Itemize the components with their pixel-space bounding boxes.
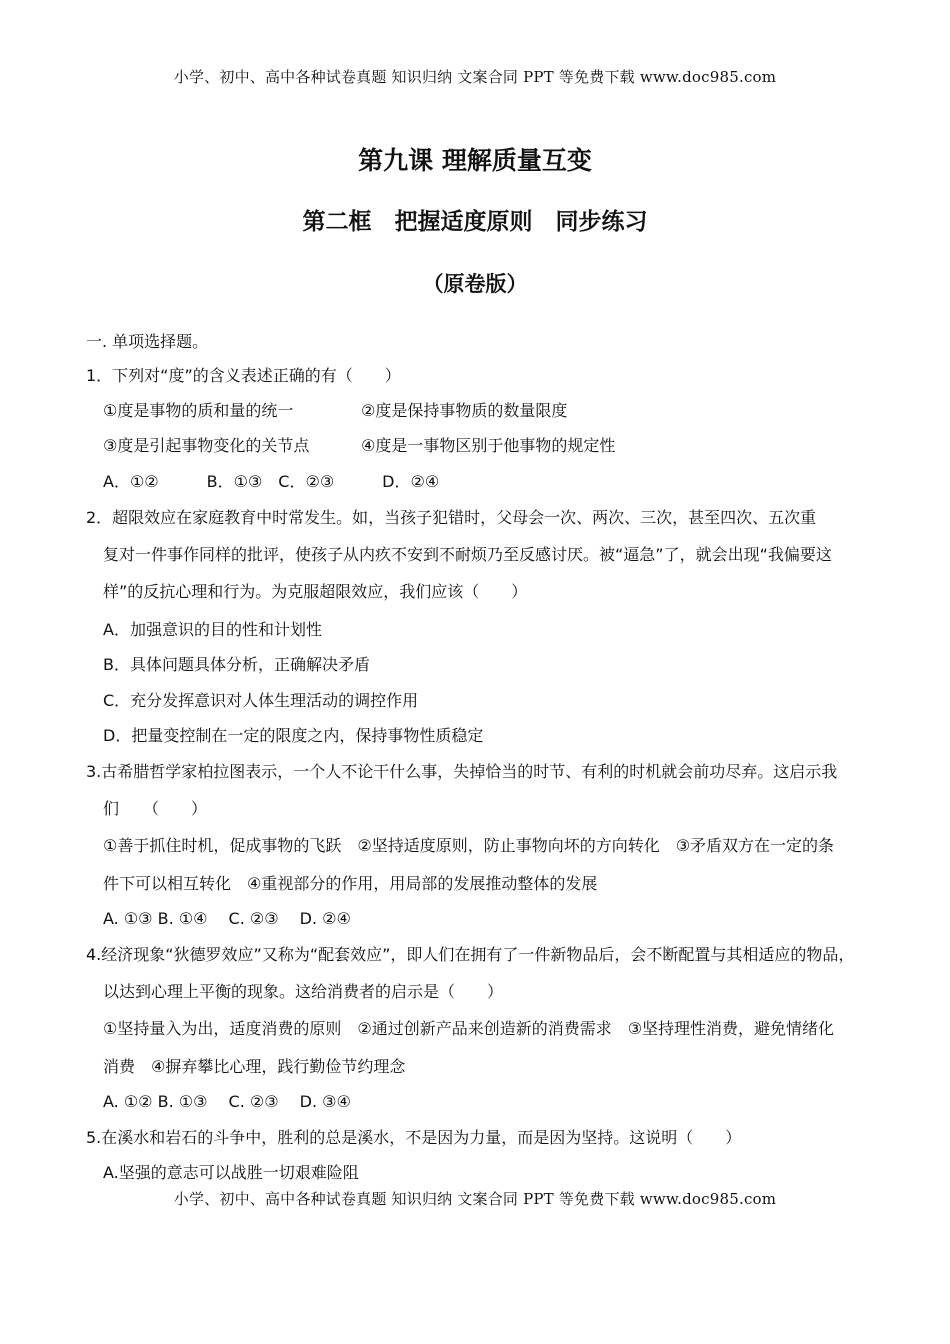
lesson-subtitle: 第二框 把握适度原则 同步练习: [302, 209, 648, 235]
page-header: 小学、初中、高中各种试卷真题 知识归纳 文案合同 PPT 等免费下载 www.doc985.com: [173, 68, 777, 86]
q1-option-3: ③度是引起事物变化的关节点: [103, 436, 310, 455]
q1-stem: 1．下列对“度”的含义表述正确的有（ ）: [86, 366, 401, 385]
q3-line-1: 3.古希腊哲学家柏拉图表示，一个人不论干什么事，失掉恰当的时节、有利的时机就会前功尽弃。这启示我: [86, 762, 838, 781]
q4-line-2: 以达到心理上平衡的现象。这给消费者的启示是（ ）: [103, 982, 504, 1001]
q2-option-c: C．充分发挥意识对人体生理活动的调控作用: [103, 691, 419, 710]
q1-choices: A．①② B．①③ C．②③ D．②④: [103, 472, 440, 491]
q4-line-4: 消费 ④摒弃攀比心理，践行勤俭节约理念: [103, 1057, 406, 1076]
q4-choices: A. ①② B. ①③ C. ②③ D. ③④: [103, 1092, 351, 1111]
q5-option-a: A.坚强的意志可以战胜一切艰难险阻: [103, 1163, 359, 1182]
q3-choices: A. ①③ B. ①④ C. ②③ D. ②④: [103, 909, 351, 928]
page-footer: 小学、初中、高中各种试卷真题 知识归纳 文案合同 PPT 等免费下载 www.doc985.com: [173, 1190, 777, 1208]
q5-stem: 5.在溪水和岩石的斗争中，胜利的总是溪水，不是因为力量，而是因为坚持。这说明（ ）: [86, 1128, 742, 1147]
q2-option-b: B．具体问题具体分析，正确解决矛盾: [103, 655, 370, 674]
q2-line-3: 样”的反抗心理和行为。为克服超限效应，我们应该（ ）: [103, 582, 528, 601]
edition-label: （原卷版）: [422, 272, 528, 296]
q2-line-1: 2．超限效应在家庭教育中时常发生。如，当孩子犯错时，父母会一次、两次、三次，甚至四次、五次重: [86, 508, 817, 527]
q4-line-3: ①坚持量入为出，适度消费的原则 ②通过创新产品来创造新的消费需求 ③坚持理性消费，避免情绪化: [103, 1019, 835, 1038]
q1-option-2: ②度是保持事物质的数量限度: [361, 401, 568, 420]
q2-line-2: 复对一件事作同样的批评，使孩子从内疚不安到不耐烦乃至反感讨厌。被“逼急”了，就会出现“我偏要这: [103, 545, 832, 564]
q3-line-4: 件下可以相互转化 ④重视部分的作用，用局部的发展推动整体的发展: [103, 874, 598, 893]
q2-option-a: A．加强意识的目的性和计划性: [103, 620, 322, 639]
q2-option-d: D．把量变控制在一定的限度之内，保持事物性质稳定: [103, 726, 484, 745]
q4-line-1: 4.经济现象“狄德罗效应”又称为“配套效应”，即人们在拥有了一件新物品后，会不断配置与其相适应的物品，: [86, 945, 855, 964]
q3-line-3: ①善于抓住时机，促成事物的飞跃 ②坚持适度原则，防止事物向坏的方向转化 ③矛盾双方在一定的条: [103, 836, 835, 855]
q1-option-4: ④度是一事物区别于他事物的规定性: [361, 436, 616, 455]
q3-line-2: 们 （ ）: [103, 799, 208, 818]
lesson-title: 第九课 理解质量互变: [358, 146, 592, 175]
q1-option-1: ①度是事物的质和量的统一: [103, 401, 294, 420]
section-heading: 一. 单项选择题。: [86, 332, 209, 351]
